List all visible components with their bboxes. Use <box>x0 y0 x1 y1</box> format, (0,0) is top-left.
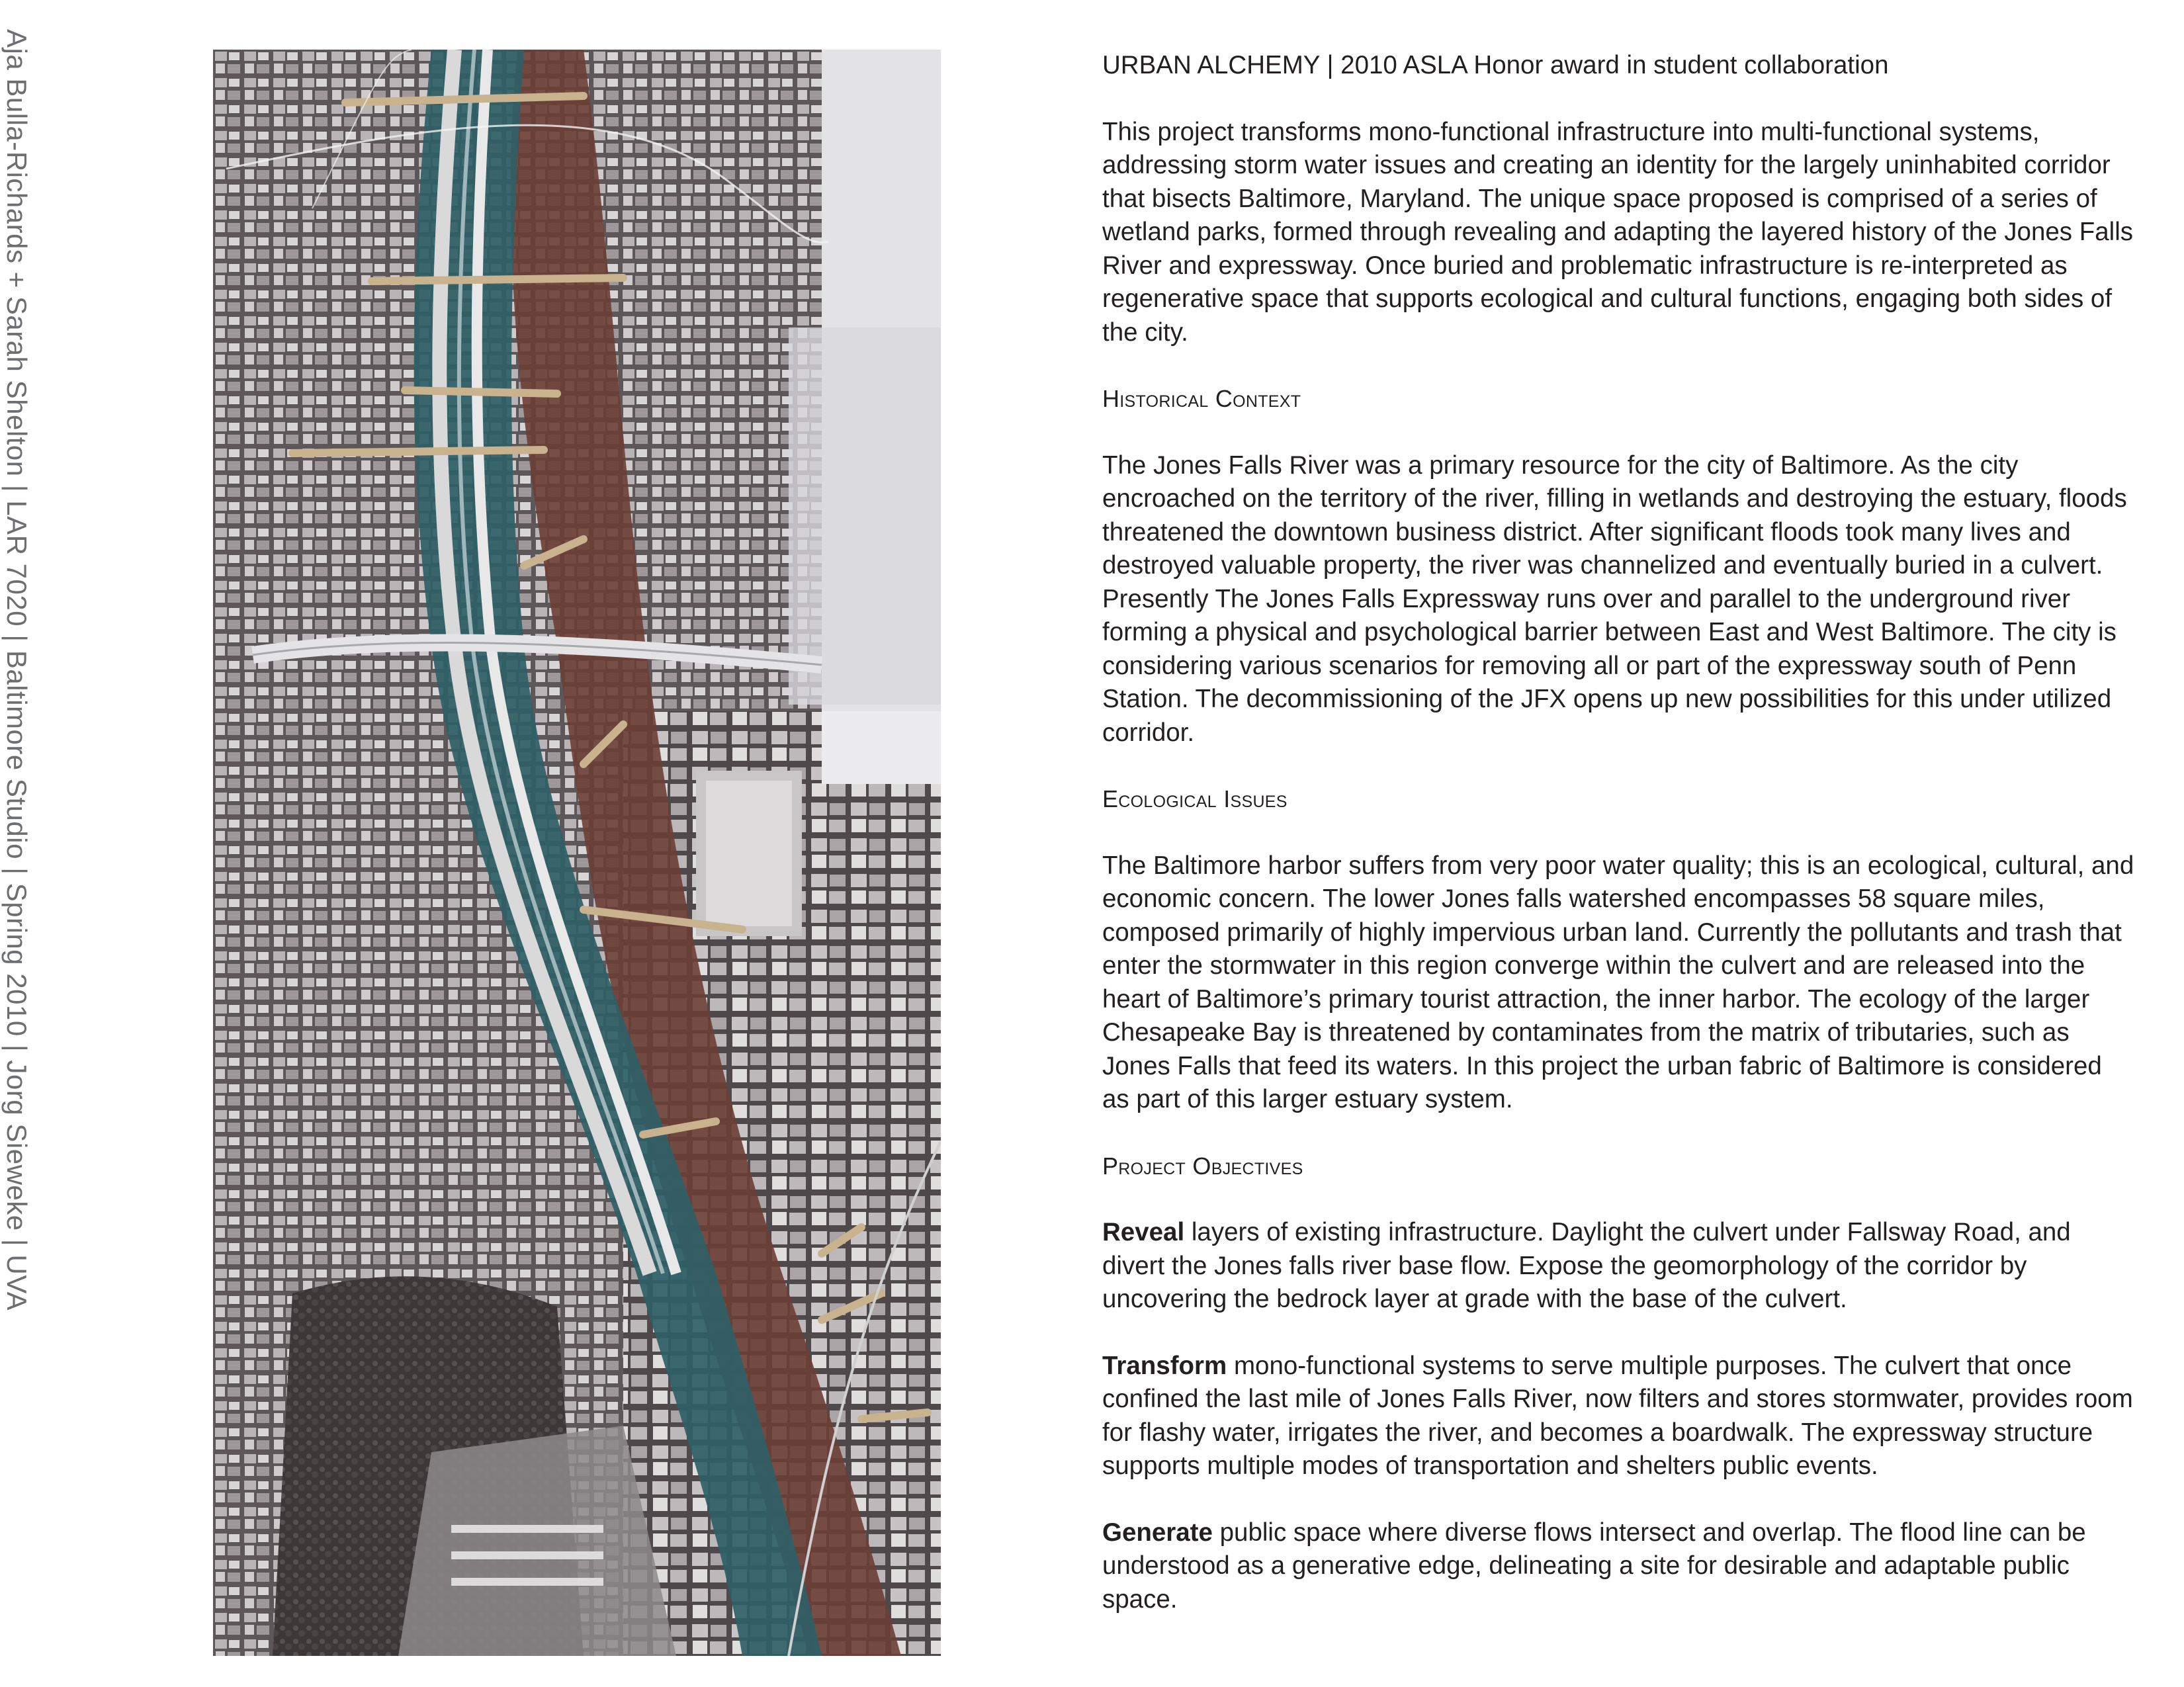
project-objectives-heading: Project Objectives <box>1102 1152 1303 1180</box>
objective-generate <box>1102 1516 2134 1617</box>
objective-reveal <box>1102 1216 2134 1317</box>
ecological-issues-heading: Ecological Issues <box>1102 785 1288 812</box>
project-title: URBAN ALCHEMY | 2010 ASLA Honor award in student collaboration <box>1102 51 1889 79</box>
vertical-credits-caption: Aja Bulla-Richards + Sarah Shelton | LAR 7020 | Baltimore Studio | Spring 2010 | Jorg Sieweke | UVA <box>1 29 32 1311</box>
objective-keyword: Transform <box>1102 1351 1227 1380</box>
historical-context-heading: Historical Context <box>1102 385 1301 412</box>
historical-context-paragraph: The Jones Falls River was a primary resource for the city of Baltimore. As the city encroached on the territory of the river, filling in wetlands and destroying the estuary, floods threatened the downtown business district. After significant floods took many lives and destroyed valuable property, the river was channelized and eventually buried in a culvert. Presently The Jones Falls Expressway runs over and parallel to the underground river forming a physical and psychological barrier between East and West Baltimore. The city is considering various scenarios for removing all or part of the expressway south of Penn Station. The decommissioning of the JFX opens up new possibilities for this under utilized corridor. <box>1102 451 2127 747</box>
intro-paragraph: This project transforms mono-functional infrastructure into multi-functional systems, addressing storm water issues and creating an identity for the largely uninhabited corridor that bisects Baltimore, Maryland. The unique space proposed is comprised of a series of wetland parks, formed through revealing and adapting the layered history of the Jones Falls River and expressway. Once buried and problematic infrastructure is re-interpreted as regenerative space that supports ecological and cultural functions, engaging both sides of the city. <box>1102 117 2134 347</box>
objective-keyword: Reveal <box>1102 1218 1185 1246</box>
objective-text: mono-functional systems to serve multiple purposes. The culvert that once confined the last mile of Jones Falls River, now filters and stores stormwater, provides room for flashy water, irrigates the river, and becomes a boardwalk. The expressway structure supports multiple modes of transportation and shelters public events. <box>1102 1351 2133 1480</box>
objective-text: public space where diverse flows intersect and overlap. The flood line can be understood as a generative edge, delineating a site for desirable and adaptable public space. <box>1102 1518 2086 1614</box>
objective-keyword: Generate <box>1102 1518 1213 1547</box>
ecological-issues-paragraph: The Baltimore harbor suffers from very poor water quality; this is an ecological, cultural, and economic concern. The lower Jones falls watershed encompasses 58 square miles, composed primarily of highly impervious urban land. Currently the pollutants and trash that enter the stormwater in this region converge within the culvert and are released into the heart of Baltimore’s primary tourist attraction, the inner harbor. The ecology of the larger Chesapeake Bay is threatened by contaminates from the matrix of tributaries, such as Jones Falls that feed its waters. In this project the urban fabric of Baltimore is considered as part of this larger estuary system. <box>1102 851 2134 1113</box>
project-description <box>1102 49 2134 1649</box>
aerial-map-image <box>213 50 941 1656</box>
objective-transform <box>1102 1350 2134 1483</box>
objective-text: layers of existing infrastructure. Daylight the culvert under Fallsway Road, and divert the Jones falls river base flow. Expose the geomorphology of the corridor by uncovering the bedrock layer at grade with the base of the culvert. <box>1102 1218 2071 1313</box>
map-illustration <box>213 50 941 1656</box>
